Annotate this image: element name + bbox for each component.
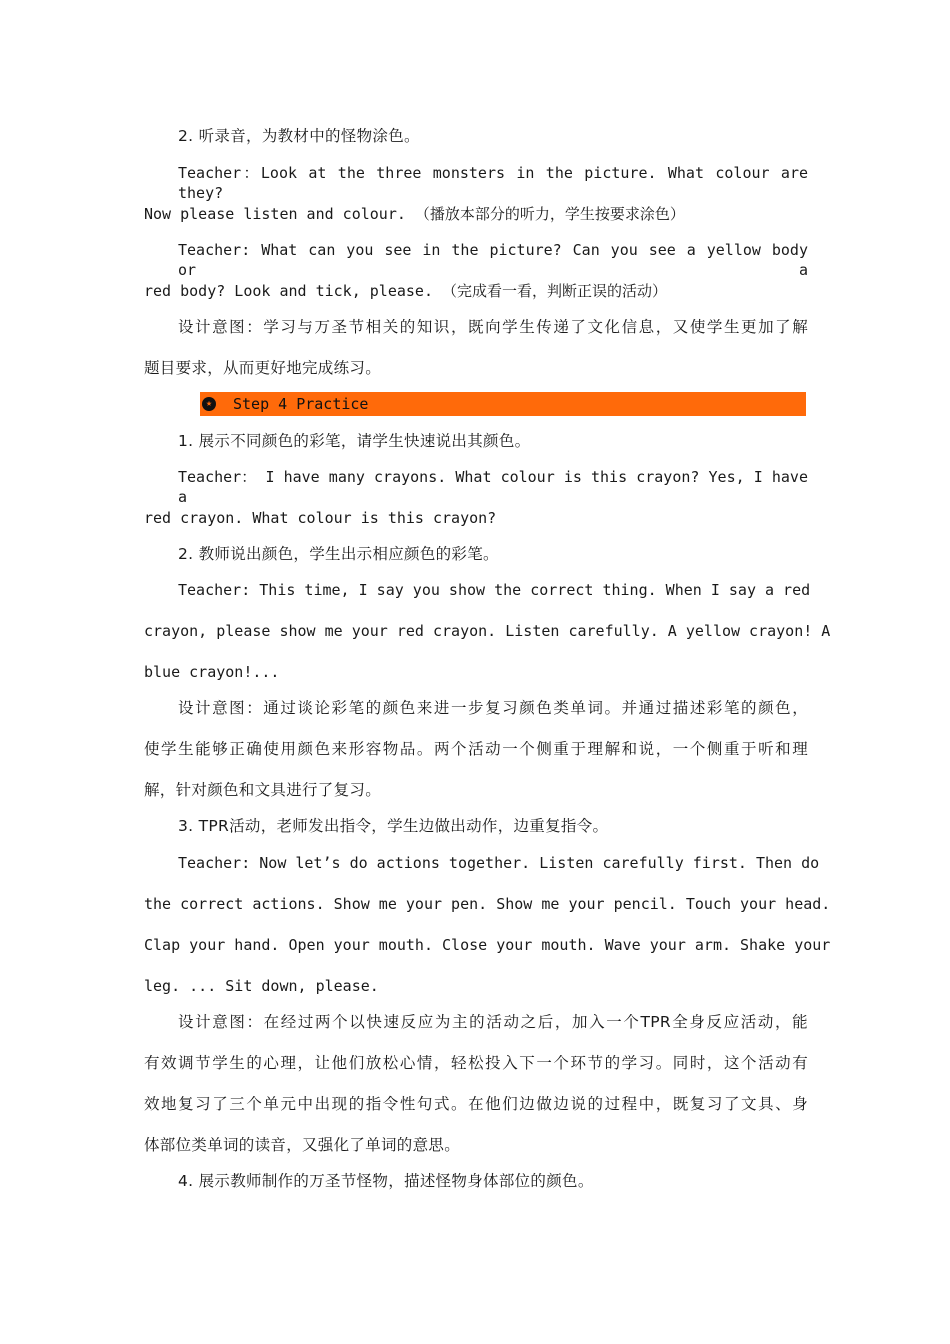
design-intent-continued: 有效调节学生的心理，让他们放松心情，轻松投入下一个环节的学习。同时，这个活动有 bbox=[144, 1054, 808, 1072]
teacher-line-continued: the correct actions. Show me your pen. Show me your pencil. Touch your head. bbox=[144, 895, 831, 913]
design-intent-continued: 题目要求，从而更好地完成练习。 bbox=[144, 359, 382, 377]
step-heading-bar bbox=[200, 392, 806, 416]
paragraph-item-3: 3. TPR活动，老师发出指令，学生边做出动作，边重复指令。 bbox=[178, 817, 609, 835]
teacher-line: Teacher: Now let’s do actions together. Listen carefully first. Then do bbox=[178, 854, 820, 872]
design-intent-continued: 效地复习了三个单元中出现的指令性句式。在他们边做边说的过程中，既复习了文具、身 bbox=[144, 1095, 808, 1113]
teacher-line-continued: red body? Look and tick, please. （完成看一看，判断正误的活动） bbox=[144, 282, 668, 300]
teacher-line: Teacher: What can you see in the picture? Can you see a yellow body or a bbox=[178, 241, 808, 279]
design-intent-paragraph: 设计意图：通过谈论彩笔的颜色来进一步复习颜色类单词。并通过描述彩笔的颜色， bbox=[178, 699, 808, 717]
step-heading-label: Step 4 Practice bbox=[233, 395, 369, 413]
design-intent-paragraph: 设计意图：学习与万圣节相关的知识，既向学生传递了文化信息，又使学生更加了解 bbox=[178, 318, 808, 336]
teacher-line-continued: Now please listen and colour. （播放本部分的听力，学生按要求涂色） bbox=[144, 205, 685, 223]
paragraph-item-1: 1. 展示不同颜色的彩笔，请学生快速说出其颜色。 bbox=[178, 432, 531, 450]
star-bullet-icon: ★ bbox=[202, 397, 216, 411]
paragraph-item-4: 4. 展示教师制作的万圣节怪物，描述怪物身体部位的颜色。 bbox=[178, 1172, 594, 1190]
teacher-line-continued: crayon, please show me your red crayon. Listen carefully. A yellow crayon! A bbox=[144, 622, 831, 640]
design-intent-continued: 解，针对颜色和文具进行了复习。 bbox=[144, 781, 382, 799]
teacher-line: Teacher： I have many crayons. What colour is this crayon? Yes, I have a bbox=[178, 468, 808, 506]
teacher-line-continued: blue crayon!... bbox=[144, 663, 280, 681]
paragraph-item-2-listen: 2. 听录音，为教材中的怪物涂色。 bbox=[178, 127, 420, 145]
design-intent-paragraph: 设计意图：在经过两个以快速反应为主的活动之后，加入一个TPR全身反应活动，能 bbox=[178, 1013, 808, 1031]
teacher-line: Teacher：Look at the three monsters in the picture. What colour are they? bbox=[178, 164, 808, 202]
teacher-line-continued: leg. ... Sit down, please. bbox=[144, 977, 379, 995]
teacher-line-continued: Clap your hand. Open your mouth. Close your mouth. Wave your arm. Shake your bbox=[144, 936, 831, 954]
teacher-line: Teacher: This time, I say you show the correct thing. When I say a red bbox=[178, 581, 811, 599]
design-intent-continued: 使学生能够正确使用颜色来形容物品。两个活动一个侧重于理解和说，一个侧重于听和理 bbox=[144, 740, 808, 758]
paragraph-item-2: 2. 教师说出颜色，学生出示相应颜色的彩笔。 bbox=[178, 545, 499, 563]
design-intent-continued: 体部位类单词的读音，又强化了单词的意思。 bbox=[144, 1136, 461, 1154]
teacher-line-continued: red crayon. What colour is this crayon? bbox=[144, 509, 497, 527]
